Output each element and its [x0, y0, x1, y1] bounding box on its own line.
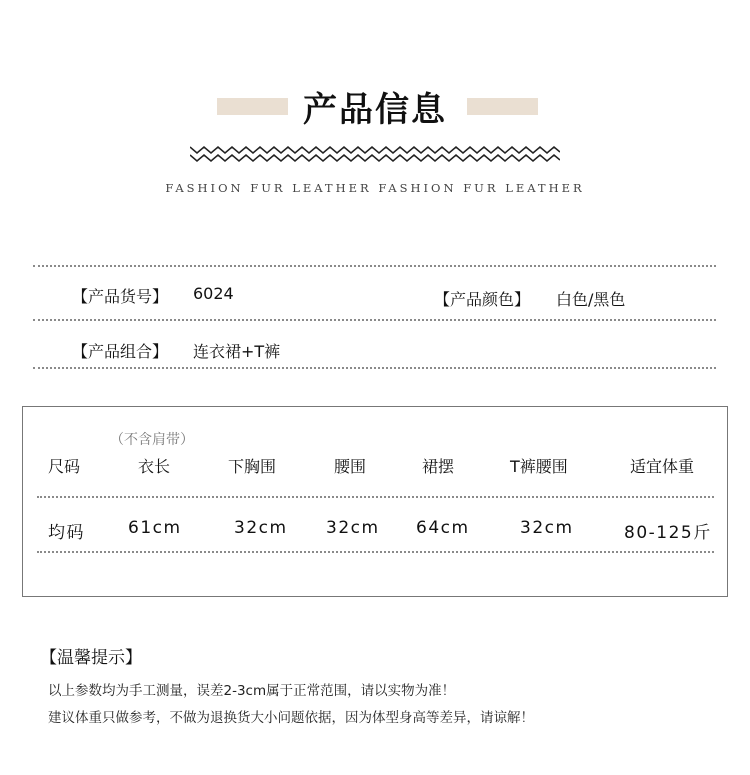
tip-line: 建议体重只做参考，不做为退换货大小问题依据，因为体型身高等差异，请谅解！	[48, 710, 534, 726]
divider	[33, 265, 716, 267]
header-waist: 腰围	[334, 457, 367, 476]
item-no-value: 6024	[193, 284, 234, 303]
header-hem: 裙摆	[422, 457, 455, 476]
brand-subtitle: FASHION FUR LEATHER FASHION FUR LEATHER	[165, 181, 585, 195]
color-label: 【产品颜色】	[434, 290, 531, 309]
header-length: 衣长	[138, 457, 171, 476]
table-divider	[37, 551, 714, 553]
cell-waist: 32cm	[326, 518, 380, 538]
tip-line: 以上参数均为手工测量，误差2-3cm属于正常范围，请以实物为准！	[48, 683, 456, 699]
item-no-label: 【产品货号】	[72, 287, 169, 306]
zigzag-ornament	[190, 143, 560, 165]
cell-length: 61cm	[128, 518, 182, 538]
cell-underbust: 32cm	[234, 518, 288, 538]
header-weight: 适宜体重	[630, 457, 695, 476]
header-underbust: 下胸围	[228, 457, 277, 476]
header-size: 尺码	[48, 457, 81, 476]
divider	[33, 367, 716, 369]
table-divider	[37, 496, 714, 498]
cell-hem: 64cm	[416, 518, 470, 538]
length-note: （不含肩带）	[110, 432, 194, 448]
cell-tpants-waist: 32cm	[520, 518, 574, 538]
divider	[33, 319, 716, 321]
combo-label: 【产品组合】	[72, 342, 169, 361]
cell-size: 均码	[48, 523, 85, 543]
tips-title: 【温馨提示】	[40, 648, 142, 668]
color-value: 白色/黑色	[556, 290, 626, 309]
cell-weight: 80-125斤	[624, 523, 712, 543]
page-title: 产品信息	[303, 90, 447, 130]
header-tpants-waist: T裤腰围	[510, 457, 568, 476]
combo-value: 连衣裙+T裤	[193, 342, 281, 361]
